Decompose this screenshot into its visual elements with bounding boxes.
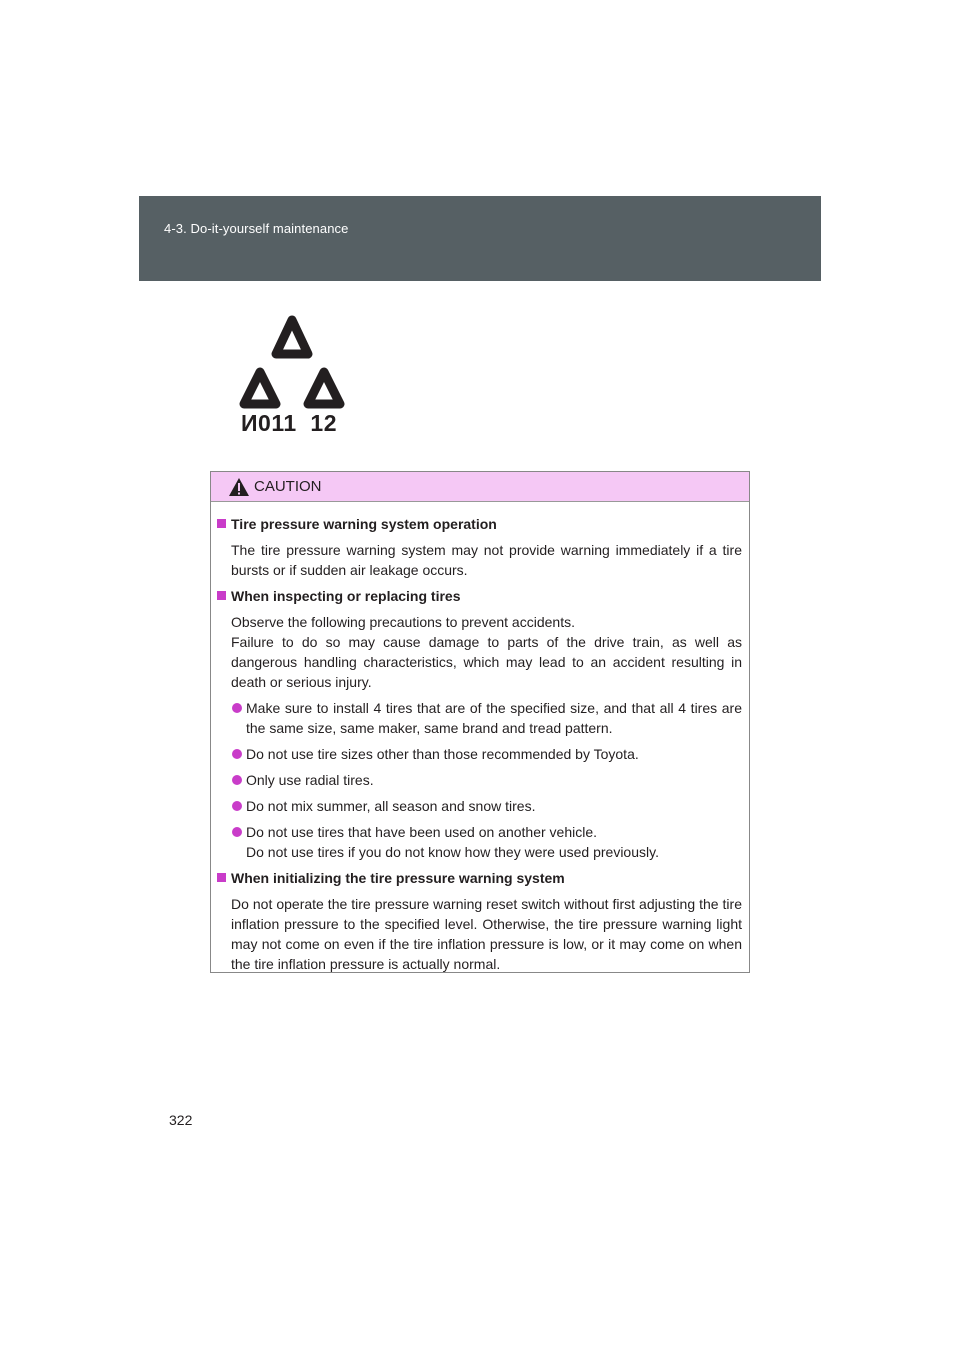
section-text (217, 612, 742, 692)
caution-box (210, 471, 750, 973)
list-item: Do not use tires that have been used on another vehicle. Do not use tires if you do not know how they were used previously. (217, 822, 742, 862)
warning-triangle-icon (228, 477, 250, 497)
square-bullet-icon (217, 519, 226, 528)
caution-header (211, 472, 749, 502)
list-item: Only use radial tires. (217, 770, 742, 790)
section-text: The tire pressure warning system may not provide warning immediately if a tire bursts or if sudden air leakage occurs. (231, 542, 742, 578)
text-line: Observe the following precautions to prevent accidents. (231, 614, 575, 630)
section-heading: Tire pressure warning system operation (217, 514, 742, 534)
tire-mark-code: И011 12 (241, 410, 337, 436)
round-bullet-icon (232, 775, 242, 785)
round-bullet-icon (232, 703, 242, 713)
list-item: Do not mix summer, all season and snow tires. (217, 796, 742, 816)
header-band (139, 196, 821, 281)
square-bullet-icon (217, 873, 226, 882)
page-number: 322 (169, 1112, 193, 1128)
round-bullet-icon (232, 801, 242, 811)
text-line: Failure to do so may cause damage to parts of the drive train, as well as dangerous handling characteristics, which may lead to an accident resulting in death or serious injury. (231, 634, 742, 690)
list-item: Make sure to install 4 tires that are of the specified size, and that all 4 tires are the same size, same maker, same brand and tread pattern. (217, 698, 742, 738)
square-bullet-icon (217, 591, 226, 600)
caution-title: CAUTION (254, 478, 322, 495)
section-text: Do not operate the tire pressure warning reset switch without first adjusting the tire inflation pressure to the specified level. Otherwise, the tire pressure warning light may not come on even if the tire inflation pressure is low, or it may come on when the tire inflation pressure is actually normal. (231, 896, 742, 972)
section-heading: When initializing the tire pressure warning system (217, 868, 742, 888)
round-bullet-icon (232, 749, 242, 759)
section-heading: When inspecting or replacing tires (217, 586, 742, 606)
caution-body (211, 502, 749, 974)
list-item: Do not use tire sizes other than those recommended by Toyota. (217, 744, 742, 764)
section-title: 4-3. Do-it-yourself maintenance (164, 221, 349, 236)
round-bullet-icon (232, 827, 242, 837)
